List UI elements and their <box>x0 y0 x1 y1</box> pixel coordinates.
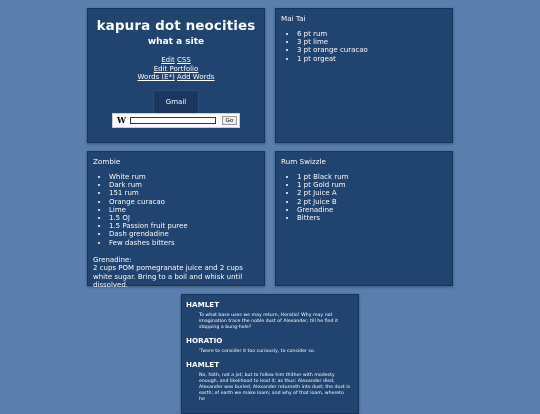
zombie-card <box>87 151 265 290</box>
list-item: • 1 pt Gold rum <box>297 181 452 189</box>
drink-title: Rum Swizzle <box>281 157 326 166</box>
site-title: kapura dot neocities <box>96 18 256 34</box>
list-item: • Few dashes bitters <box>109 239 264 247</box>
speaker-name: HORATIO <box>186 336 223 345</box>
list-item: • 3 pt orange curacao <box>297 46 452 54</box>
list-item: • 6 pt rum <box>297 30 452 38</box>
list-item: • 3 pt lime <box>297 38 452 46</box>
list-item: • Grenadine <box>297 206 452 214</box>
list-item: • Dash grendadine <box>109 230 264 238</box>
add-words-link[interactable]: Add Words <box>177 73 215 82</box>
wikipedia-go-button[interactable]: Go <box>222 116 237 125</box>
grenadine-text: 2 cups POM pomegranate juice and 2 cups white sugar. Bring to a boil and whisk until dissolved. <box>93 264 243 290</box>
list-item: • 151 rum <box>109 189 264 197</box>
list-item: • 1 pt Black rum <box>297 173 452 181</box>
list-item: • 1.5 Passion fruit puree <box>109 222 264 230</box>
list-item: • 2 pt Juice B <box>297 198 452 206</box>
ingredient-list <box>276 173 452 222</box>
speech-text: No, faith, not a jot; but to follow him thither with modesty enough, and likelihood to lead it: as thus: Alexander died, Alexander was buried, Alexander returneth into dust; the dust is earth; of earth we make loam; and why of that loam, whereto he <box>199 373 350 402</box>
drink-title: Mai Tai <box>281 14 306 23</box>
grenadine-note <box>93 256 260 290</box>
list-item: • Orange curacao <box>109 198 264 206</box>
list-item: • 1.5 OJ <box>109 214 264 222</box>
mai-tai-card <box>275 8 453 143</box>
words-link[interactable]: Words (E*) <box>137 73 175 82</box>
rum-swizzle-card <box>275 151 453 286</box>
wikipedia-search-bar <box>112 113 240 128</box>
header-card <box>87 8 265 143</box>
css-link[interactable]: CSS <box>177 56 191 64</box>
site-subtitle: what a site <box>147 37 205 47</box>
speaker-name: HAMLET <box>186 360 220 369</box>
wikipedia-logo-icon: W <box>117 115 126 125</box>
speech-text: 'Twere to consider it too curiously, to consider so. <box>199 349 316 354</box>
list-item: • 1 pt orgeat <box>297 55 452 63</box>
gmail-button[interactable]: Gmail <box>153 90 199 114</box>
ingredient-list <box>88 173 264 247</box>
edit-link[interactable]: Edit <box>161 56 175 64</box>
ingredient-list <box>276 30 452 63</box>
list-item: • White rum <box>109 173 264 181</box>
list-item: • Dark rum <box>109 181 264 189</box>
speech-text: To what base uses we may return, Horatio! Why may not imagination trace the noble dust of Alexander, till he find it stopping a bung-hole? <box>199 313 339 330</box>
speaker-name: HAMLET <box>186 300 220 309</box>
list-item: • 2 pt Juice A <box>297 189 452 197</box>
list-item: • Bitters <box>297 214 452 222</box>
list-item: • Lime <box>109 206 264 214</box>
hamlet-card <box>181 294 359 414</box>
edit-portfolio-link[interactable]: Edit Portfolio <box>153 64 199 73</box>
drink-title: Zombie <box>93 157 121 166</box>
wikipedia-search-input[interactable] <box>130 117 216 124</box>
grenadine-label: Grenadine: <box>93 255 132 264</box>
admin-links <box>88 56 264 82</box>
